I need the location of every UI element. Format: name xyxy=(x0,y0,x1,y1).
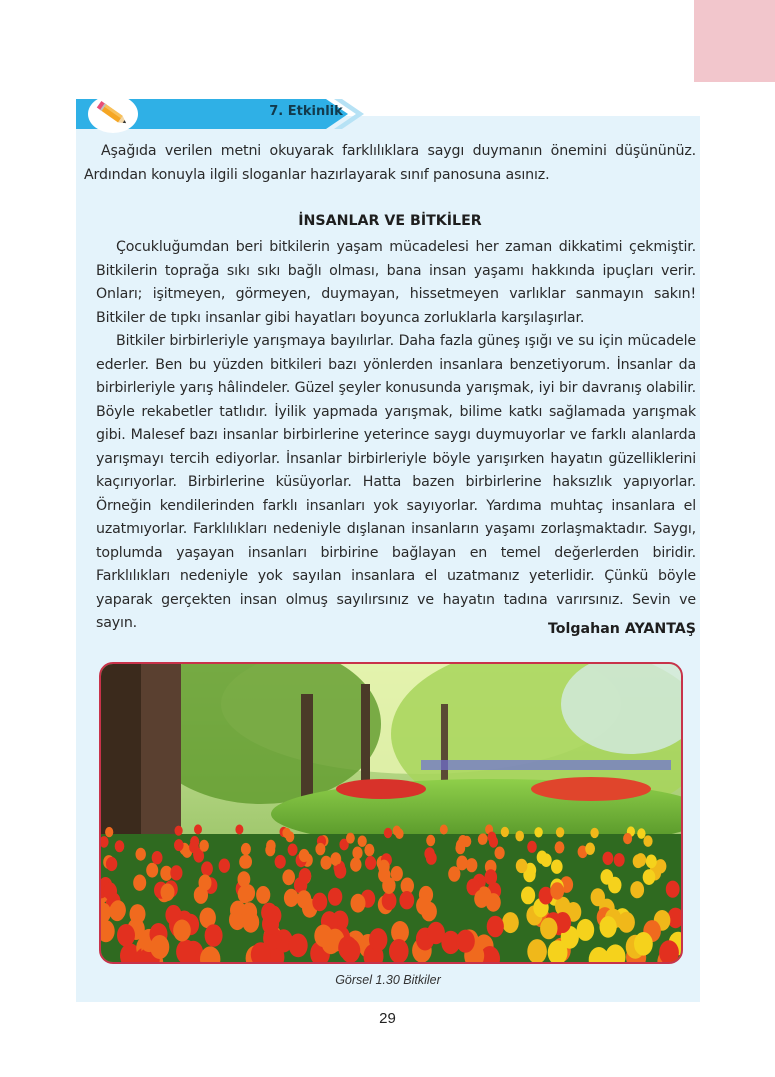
article-title: İNSANLAR VE BİTKİLER xyxy=(298,213,482,229)
figure-caption: Görsel 1.30 Bitkiler xyxy=(335,973,441,987)
article-author: Tolgahan AYANTAŞ xyxy=(547,621,696,637)
page-number: 29 xyxy=(379,1010,396,1027)
article-paragraph-1: Çocukluğumdan beri bitkilerin yaşam mücadelesi her zaman dikkatimi çekmiştir. Bitkilerin toprağa sıkı sıkı bağlı olması, bana insan yaşamı hakkında ipuçları verir. Onları; işitmeyen, görmeyen, duymayan, hissetmeyen varlıklar sanmayın sakın! Bitkiler de tıpkı insanlar gibi hayatları boyunca zorluklarla karşılaşırlar. xyxy=(96,239,696,326)
tulip-garden-photo xyxy=(99,662,683,964)
pencil-icon xyxy=(88,95,138,133)
activity-instructions: Aşağıda verilen metni okuyarak farklılıklara saygı duymanın önemini düşününüz. Ardından konuyla ilgili sloganlar hazırlayarak sınıf panosuna asınız. xyxy=(84,143,696,183)
activity-label: 7. Etkinlik xyxy=(269,104,343,119)
article-paragraph-2: Bitkiler birbirleriyle yarışmaya bayılırlar. Daha fazla güneş ışığı ve su için mücadele ederler. Ben bu yüzden bitkileri bazı yönlerden insanlara benzetiyorum. İnsanlar da birbirleriyle yarış hâlindeler. Güzel şeyler konusunda yarışmak, iyi bir davranış olabilir. Böyle rekabetler tatlıdır. İyilik yapmada yarışmak, bilime katkı sağlamada yarışmak gibi. Malesef bazı insanlar birbirlerine yeterince saygı duymuyorlar ve farklı alanlarda yarışmayı tercih ediyorlar. İnsanlar birbirleriyle böyle yarışırken hayatın güzelliklerini kaçırıyorlar. Birbirlerine küsüyorlar. Hatta bazen birbirlerine haksızlık yapıyorlar. Örneğin kendilerinden farklı insanları yok sayıyorlar. Yardıma muhtaç insanlara el uzatmıyorlar. Farklılıkları nedeniyle dışlanan insanların yaşamı zorlaşmaktadır. Saygı, toplumda yaşayan insanları birbirine bağlayan en temel değerlerden biridir. Farklılıkları nedeniyle yok sayılan insanlara el uzatmanız yeterlidir. Çünkü böyle yaparak gerçekten insan olmuş sayılırsınız ve hayatın tadına varırsınız. Sevin ve sayın. xyxy=(96,333,696,631)
corner-tab xyxy=(694,0,775,82)
activity-banner xyxy=(76,97,700,131)
